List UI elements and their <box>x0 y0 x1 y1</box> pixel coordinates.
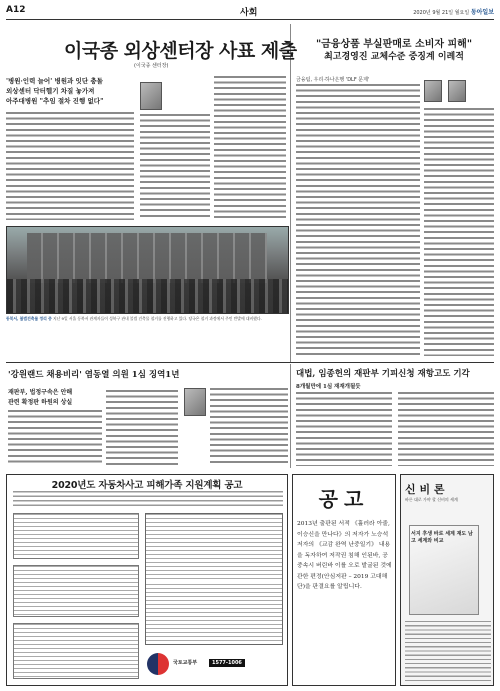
ad1-section-box <box>13 623 139 679</box>
story2-headline-line1: "금융상품 부실판매로 소비자 피해" <box>315 39 473 50</box>
book-ad <box>400 474 494 686</box>
main-photo <box>6 226 289 314</box>
story1-body-col2 <box>140 114 210 220</box>
column-divider <box>290 364 291 468</box>
story4-body-col2 <box>398 392 494 466</box>
story3-body-col3 <box>210 388 288 466</box>
ad3-subtitle: 바른 대로 가야 할 신비의 세계 <box>405 497 458 502</box>
ad1-section-box <box>13 565 139 617</box>
ad1-left-column <box>13 513 139 679</box>
story2-body-col1 <box>296 84 420 356</box>
story1-headline: 이국종 외상센터장 사표 제출 <box>64 40 297 62</box>
story1-portrait <box>140 82 162 110</box>
ad1-title: 2020년도 자동차사고 피해가족 지원계획 공고 <box>51 480 243 491</box>
ad1-right-table <box>145 513 283 645</box>
story1-body-col1 <box>6 112 134 220</box>
ad1-table-rows <box>146 584 282 644</box>
story3-deck-line: 재판부, 법정구속은 안해 <box>8 389 73 396</box>
story2-byline: 금융팀, 우리·하나은행 'DLF 문제' <box>296 77 370 83</box>
page-number: A12 <box>6 5 26 15</box>
masthead-meta <box>413 7 494 16</box>
column-divider <box>290 24 291 362</box>
story3-portrait <box>184 388 206 416</box>
story4-deck: 8개월만에 1심 재재개될듯 <box>296 384 361 390</box>
masthead <box>6 4 494 20</box>
story1-deck-line: 외상센터 닥터헬기 차질 놓가져 <box>6 87 95 95</box>
story4-body-col1 <box>296 392 392 466</box>
section-rule <box>6 362 494 363</box>
story2-headline-line2: 최고경영진 교체수준 중징계 이례적 <box>324 52 464 62</box>
story2-portrait-2 <box>448 80 466 102</box>
story2-portrait-1 <box>424 80 442 102</box>
story4-headline: 대법, 임종헌의 재판부 기피신청 재항고도 기각 <box>296 369 470 379</box>
photo-building <box>27 233 267 283</box>
photo-crowd <box>7 279 288 313</box>
government-notice-ad <box>6 474 288 686</box>
story1-deck <box>6 76 130 106</box>
story3-deck-line: 관련 확정판 하원의 상실 <box>8 399 73 406</box>
ad2-title: 공고 <box>318 487 370 511</box>
story3-deck <box>8 388 72 408</box>
issue-date: 2020년 9월 21일 월요일 <box>413 10 470 16</box>
story2-body-col2 <box>424 108 494 356</box>
ad2-body: 2013년 출판된 서적 《흘러라 아줄, 이승신을 만나다》의 저자가 노승석 저자의 《교감 완역 난중일기》 내용을 독자하여 저작권 침해 인된바, 공중속시 버린바 이를 오로 발굴된 것에 관한 편정(안심저판 – 2019 고대해단)을 판결요를 알립니다. <box>297 521 392 590</box>
story2-headline <box>292 38 496 64</box>
photo-caption-lead: 동북서, 불법건축물 정리 중 <box>6 316 52 321</box>
story1-deck-line: '병원·인력 늘어' 병원과 잇단 충돌 <box>6 77 103 85</box>
ad1-footer <box>145 649 283 679</box>
ad1-intro-text <box>13 491 283 509</box>
story1-byline: (이국종 센터장) <box>134 63 169 69</box>
ad3-body-text <box>405 621 491 681</box>
public-notice-ad <box>292 474 396 686</box>
section-name: 사회 <box>240 8 258 18</box>
photo-caption <box>6 316 289 321</box>
story3-headline: '강원랜드 채용비리' 염동열 의원 1심 징역1년 <box>8 370 180 380</box>
story1-deck-line: 아주대병원 "추임 절차 진행 없다" <box>6 97 104 105</box>
book-cover-text: 서지 후생 바로 세계 재도 남고 세계와 비교 <box>411 531 473 544</box>
paper-name: 동아일보 <box>470 9 494 16</box>
photo-caption-body: 지난 9일 서울 동북서 관계자들이 성북구 관내 불법 건축물 철거를 진행하고 있다. 당국은 철거 과정에서 주민 반발에 대비했다. <box>52 316 262 321</box>
ministry-logo-icon <box>147 653 169 675</box>
story3-body-col2 <box>106 390 178 466</box>
ad1-table-rows <box>146 514 282 580</box>
story1-body-col3 <box>214 76 286 220</box>
ad1-section-box <box>13 513 139 559</box>
ad1-org: 국토교통부 <box>173 660 198 666</box>
ad1-phone: 1577-1006 <box>209 659 245 667</box>
story3-body-col1 <box>8 410 102 466</box>
ad3-title: 신 비 론 <box>405 483 445 496</box>
